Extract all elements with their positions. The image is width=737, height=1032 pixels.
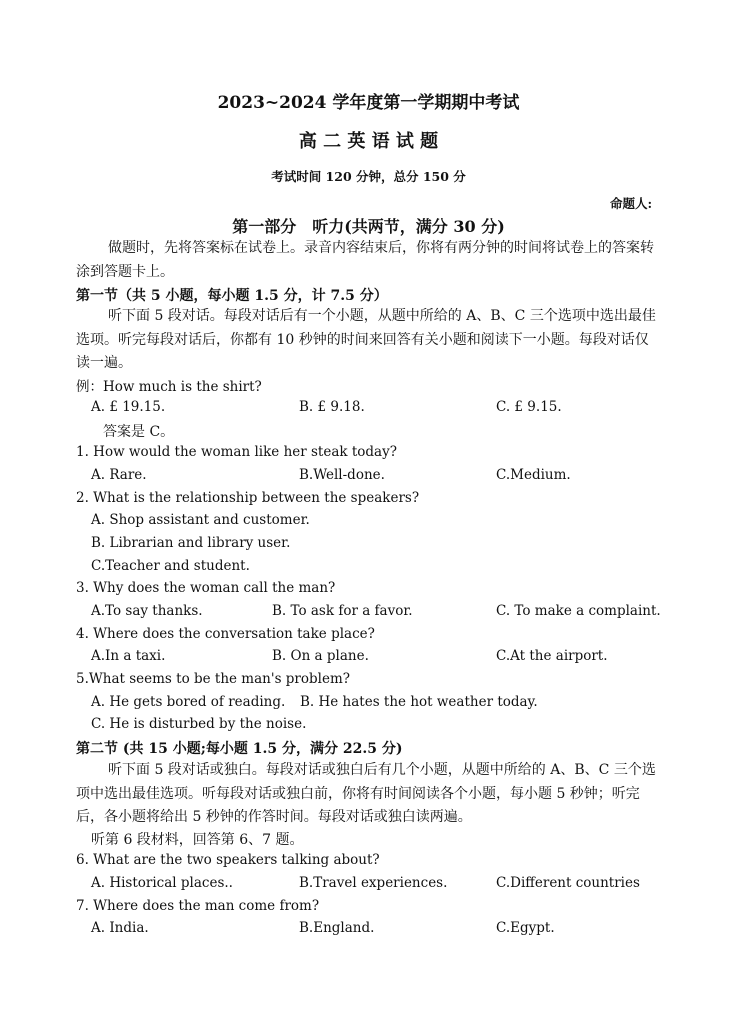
q5-option-a: A. He gets bored of reading. (91, 694, 286, 710)
question-2: 2. What is the relationship between the speakers? (76, 490, 420, 506)
exam-title: 2023~2024 学年度第一学期期中考试 (217, 93, 520, 113)
author-label: 命题人: (610, 196, 653, 211)
question-5: 5.What seems to be the man's problem? (76, 671, 350, 687)
example-option-c: C. £ 9.15. (496, 399, 562, 415)
example-option-b: B. £ 9.18. (299, 399, 365, 415)
q6-option-c: C.Different countries (496, 875, 640, 891)
question-4: 4. Where does the conversation take place? (76, 626, 375, 642)
q5-option-b: B. He hates the hot weather today. (300, 694, 538, 710)
section1-instruction: 听下面 5 段对话。每段对话后有一个小题，从题中所给的 A、B、C 三个选项中选出最佳选项。听完每段对话后，你都有 10 秒钟的时间来回答有关小题和阅读下一小题。每段对话仅读一遍。 (76, 308, 656, 371)
q3-option-c: C. To make a complaint. (496, 603, 661, 619)
part1-instruction: 做题时，先将答案标在试卷上。录音内容结束后，你将有两分钟的时间将试卷上的答案转涂到答题卡上。 (76, 240, 654, 280)
q7-option-c: C.Egypt. (496, 920, 555, 936)
section2-instruction: 听下面 5 段对话或独白。每段对话或独白后有几个小题，从题中所给的 A、B、C 三个选项中选出最佳选项。听每段对话或独白前，你将有时间阅读各个小题，每小题 5 秒钟；听完后，各小题将给出 5 秒钟的作答时间。每段对话或独白读两遍。 (76, 762, 656, 825)
q3-option-a: A.To say thanks. (91, 603, 203, 619)
section1-heading: 第一节（共 5 小题，每小题 1.5 分，计 7.5 分） (76, 288, 388, 304)
section2-material: 听第 6 段材料，回答第 6、7 题。 (91, 832, 304, 848)
q1-option-c: C.Medium. (496, 467, 571, 483)
q2-option-b: B. Librarian and library user. (91, 535, 291, 551)
example-answer: 答案是 C。 (103, 424, 175, 440)
q1-option-b: B.Well-done. (299, 467, 385, 483)
part1-heading: 第一部分 听力(共两节，满分 30 分) (232, 217, 505, 236)
q4-option-c: C.At the airport. (496, 648, 608, 664)
q6-option-b: B.Travel experiences. (299, 875, 448, 891)
exam-info: 考试时间 120 分钟，总分 150 分 (271, 169, 466, 184)
q2-option-c: C.Teacher and student. (91, 558, 250, 574)
exam-subtitle: 高 二 英 语 试 题 (298, 131, 439, 152)
q1-option-a: A. Rare. (91, 467, 147, 483)
q4-option-b: B. On a plane. (272, 648, 369, 664)
q3-option-b: B. To ask for a favor. (272, 603, 413, 619)
question-6: 6. What are the two speakers talking about? (76, 852, 380, 868)
question-7: 7. Where does the man come from? (76, 898, 320, 914)
question-1: 1. How would the woman like her steak today? (76, 444, 397, 460)
q2-option-a: A. Shop assistant and customer. (91, 512, 310, 528)
q6-option-a: A. Historical places.. (91, 875, 233, 891)
section2-heading: 第二节 (共 15 小题;每小题 1.5 分，满分 22.5 分) (76, 741, 403, 757)
q7-option-a: A. India. (91, 920, 149, 936)
q5-option-c: C. He is disturbed by the noise. (91, 716, 307, 732)
example-question: 例：How much is the shirt? (76, 379, 262, 395)
question-3: 3. Why does the woman call the man? (76, 580, 336, 596)
q7-option-b: B.England. (299, 920, 375, 936)
q4-option-a: A.In a taxi. (91, 648, 166, 664)
example-option-a: A. £ 19.15. (91, 399, 166, 415)
